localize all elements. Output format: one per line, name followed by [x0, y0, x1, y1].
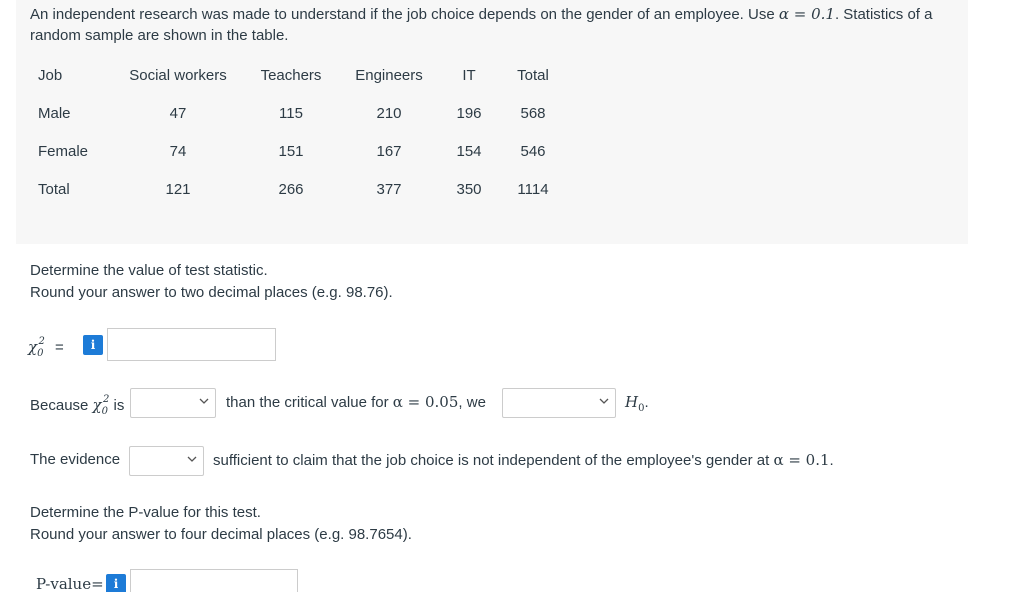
test-statistic-input[interactable] [107, 328, 276, 361]
part2-line1: Determine the P-value for this test. [30, 504, 261, 521]
part1-instructions [30, 260, 393, 304]
evidence-tail-text [213, 449, 834, 472]
table-cell: 546 [520, 142, 546, 160]
info-icon[interactable]: i [83, 335, 103, 355]
table-header-cell: Engineers [355, 66, 423, 84]
alpha-value: α = 0.1 [773, 451, 830, 469]
h0-symbol: $H_0$ [625, 393, 645, 414]
intro-text-end: . Statistics of a random sample are shown in the table. [30, 6, 933, 44]
table-cell: 74 [169, 142, 187, 160]
table-header-cell: Job [38, 66, 63, 84]
table-cell: 568 [520, 104, 546, 122]
alpha-value: α = 0.05 [392, 393, 459, 411]
table-cell: 377 [376, 180, 402, 198]
table-cell: 266 [278, 180, 304, 198]
pvalue-label: P-value= [36, 575, 104, 592]
table-cell: 154 [456, 142, 482, 160]
because-text [30, 391, 124, 423]
intro-text: An independent research was made to understand if the job choice depends on the gender of an employee. Use [30, 6, 779, 23]
table-header-row [30, 56, 560, 94]
part2-line2: Round your answer to four decimal places (e.g. 98.7654). [30, 526, 412, 543]
is-word: is [109, 397, 125, 414]
info-icon[interactable]: i [106, 574, 126, 592]
contingency-table [30, 56, 560, 208]
table-header-cell: Social workers [129, 66, 227, 84]
table-cell: 115 [279, 104, 303, 122]
table-header-cell: Total [517, 66, 549, 84]
critical-value-phrase: than the critical value for [226, 394, 393, 411]
comparison-select[interactable] [130, 388, 216, 418]
equals-sign: = [55, 339, 64, 356]
part2-instructions [30, 502, 412, 546]
h0-period: . [644, 394, 649, 411]
table-row-label: Female [38, 142, 89, 160]
table-row [30, 94, 560, 132]
part1-line2: Round your answer to two decimal places (e.g. 98.76). [30, 284, 393, 301]
chevron-down-icon [599, 396, 609, 406]
chi-square-symbol: $\chi_0^2$ [28, 336, 45, 359]
because-word: Because [30, 397, 93, 414]
table-cell: 121 [165, 180, 191, 198]
question-intro [30, 4, 960, 46]
table-cell: 151 [278, 142, 304, 160]
table-row [30, 132, 560, 170]
intro-alpha: α = 0.1 [778, 5, 835, 23]
table-cell: 167 [376, 142, 402, 160]
chi-square-symbol-inline: $\chi_0^2$ [92, 394, 110, 417]
chevron-down-icon [187, 454, 197, 464]
chi-square-label [28, 333, 64, 365]
table-header-cell: Teachers [260, 66, 322, 84]
table-cell: 196 [456, 104, 482, 122]
critical-value-text [226, 391, 486, 414]
table-cell: 210 [376, 104, 402, 122]
chevron-down-icon [199, 396, 209, 406]
decision-select[interactable] [502, 388, 616, 418]
table-row-label: Male [38, 104, 71, 122]
table-row [30, 170, 560, 208]
h0-label [625, 391, 649, 420]
table-header-cell: IT [462, 66, 476, 84]
period: . [829, 452, 834, 469]
pvalue-input[interactable] [130, 569, 298, 592]
evidence-select[interactable] [129, 446, 204, 476]
table-row-label: Total [38, 180, 70, 198]
table-cell: 1114 [517, 180, 549, 198]
evidence-tail-phrase: sufficient to claim that the job choice is not independent of the employee's gender at [213, 452, 774, 469]
part1-line1: Determine the value of test statistic. [30, 262, 268, 279]
we-word: , we [458, 394, 486, 411]
evidence-label: The evidence [30, 451, 121, 468]
table-cell: 350 [456, 180, 482, 198]
table-cell: 47 [169, 104, 187, 122]
